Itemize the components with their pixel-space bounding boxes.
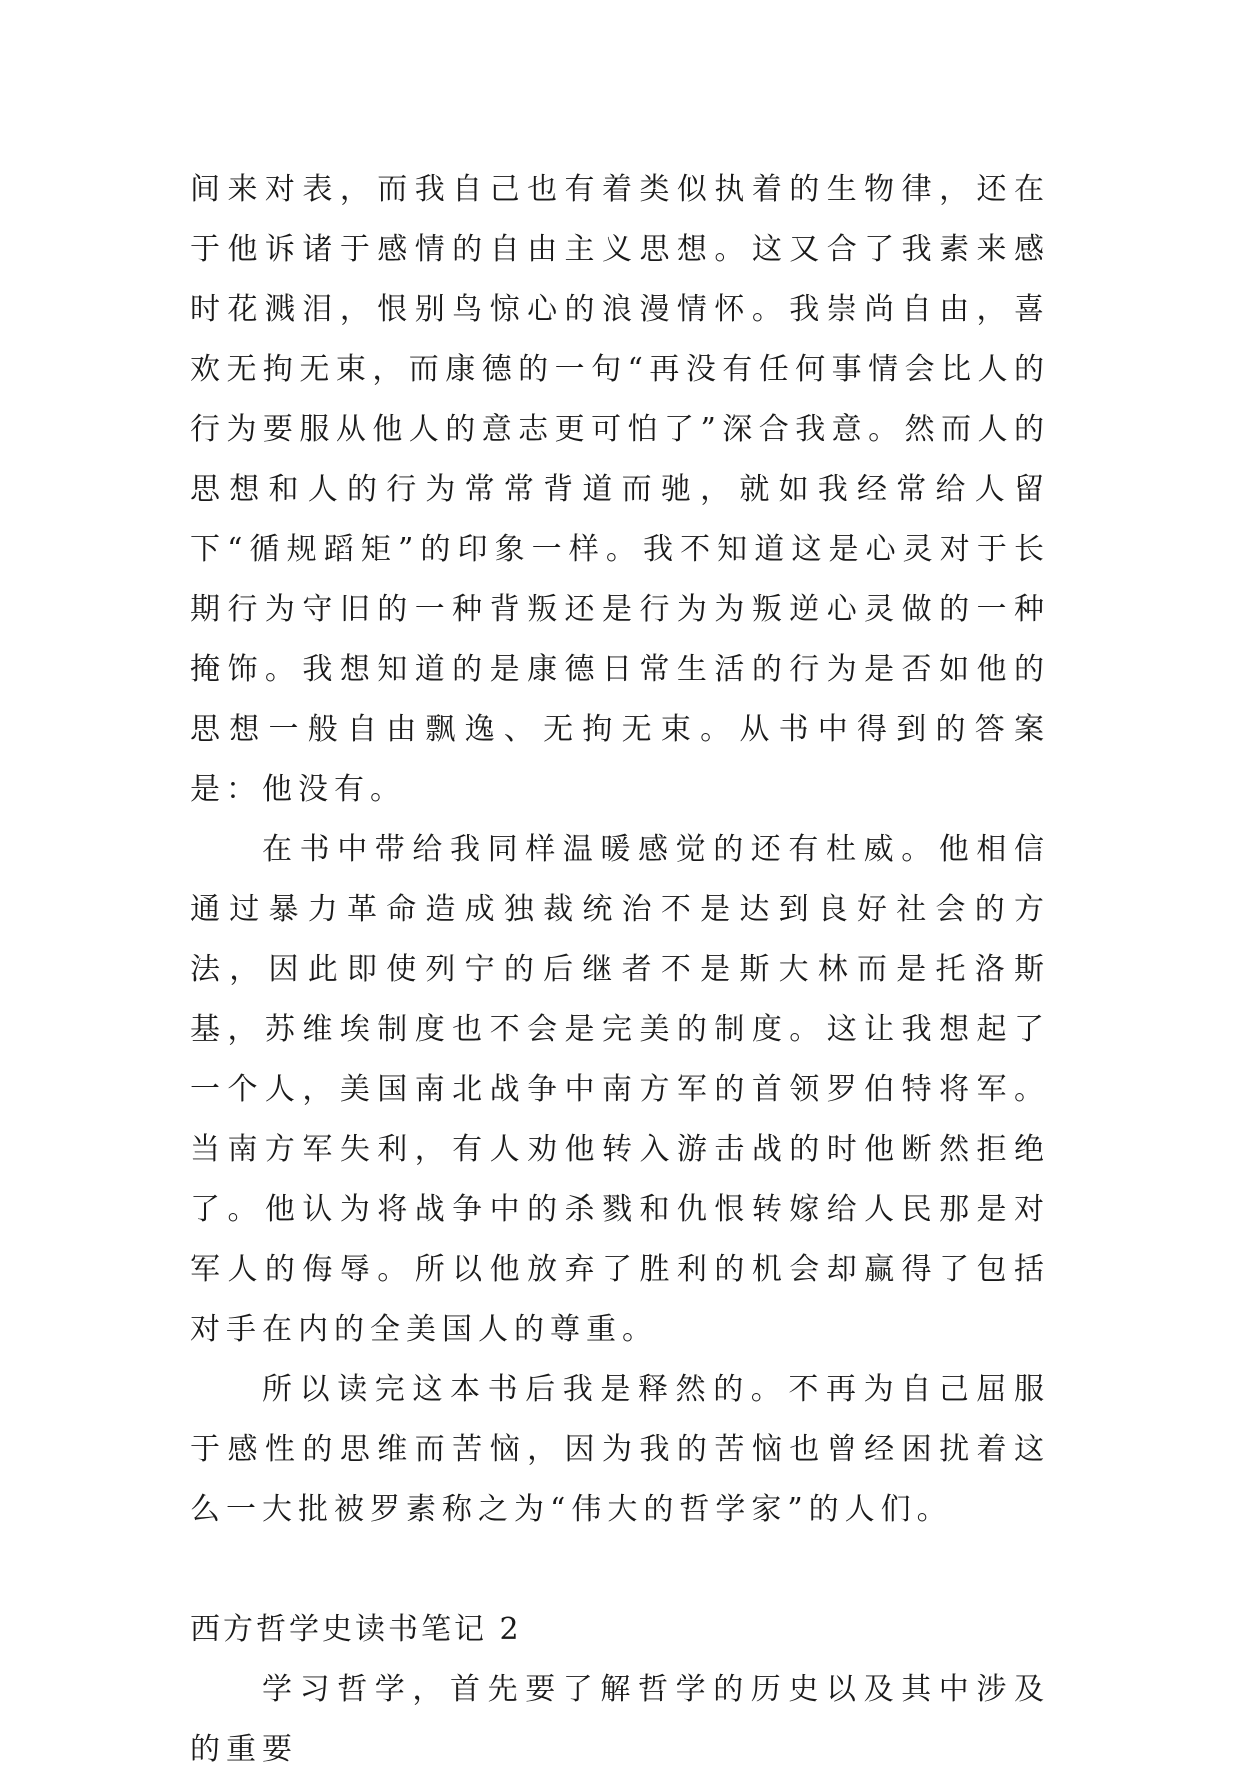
paragraph-kant: 间来对表，而我自己也有着类似执着的生物律，还在于他诉诸于感情的自由主义思想。这又合了我素来感时花溅泪，恨别鸟惊心的浪漫情怀。我崇尚自由，喜欢无拘无束，而康德的一句“再没有任何事情会比人的行为要服从他人的意志更可怕了”深合我意。然而人的思想和人的行为常常背道而驰，就如我经常给人留下“循规蹈矩”的印象一样。我不知道这是心灵对于长期行为守旧的一种背叛还是行为为叛逆心灵做的一种掩饰。我想知道的是康德日常生活的行为是否如他的思想一般自由飘逸、无拘无束。从书中得到的答案是：他没有。: [190, 172, 1050, 807]
section-title: 西方哲学史读书笔记 2: [190, 1612, 522, 1647]
paragraph-dewey: 在书中带给我同样温暖感觉的还有杜威。他相信通过暴力革命造成独裁统治不是达到良好社会的方法，因此即使列宁的后继者不是斯大林而是托洛斯基，苏维埃制度也不会是完美的制度。这让我想起了一个人，美国南北战争中南方军的首领罗伯特将军。当南方军失利，有人劝他转入游击战的时他断然拒绝了。他认为将战争中的杀戮和仇恨转嫁给人民那是对军人的侮辱。所以他放弃了胜利的机会却赢得了包括对手在内的全美国人的尊重。: [190, 832, 1050, 1347]
document-page: [190, 160, 1050, 1780]
section-paragraph: 学习哲学，首先要了解哲学的历史以及其中涉及的重要: [190, 1672, 1050, 1767]
paragraph-conclusion: 所以读完这本书后我是释然的。不再为自己屈服于感性的思维而苦恼，因为我的苦恼也曾经困扰着这么一大批被罗素称之为“伟大的哲学家”的人们。: [190, 1372, 1050, 1527]
